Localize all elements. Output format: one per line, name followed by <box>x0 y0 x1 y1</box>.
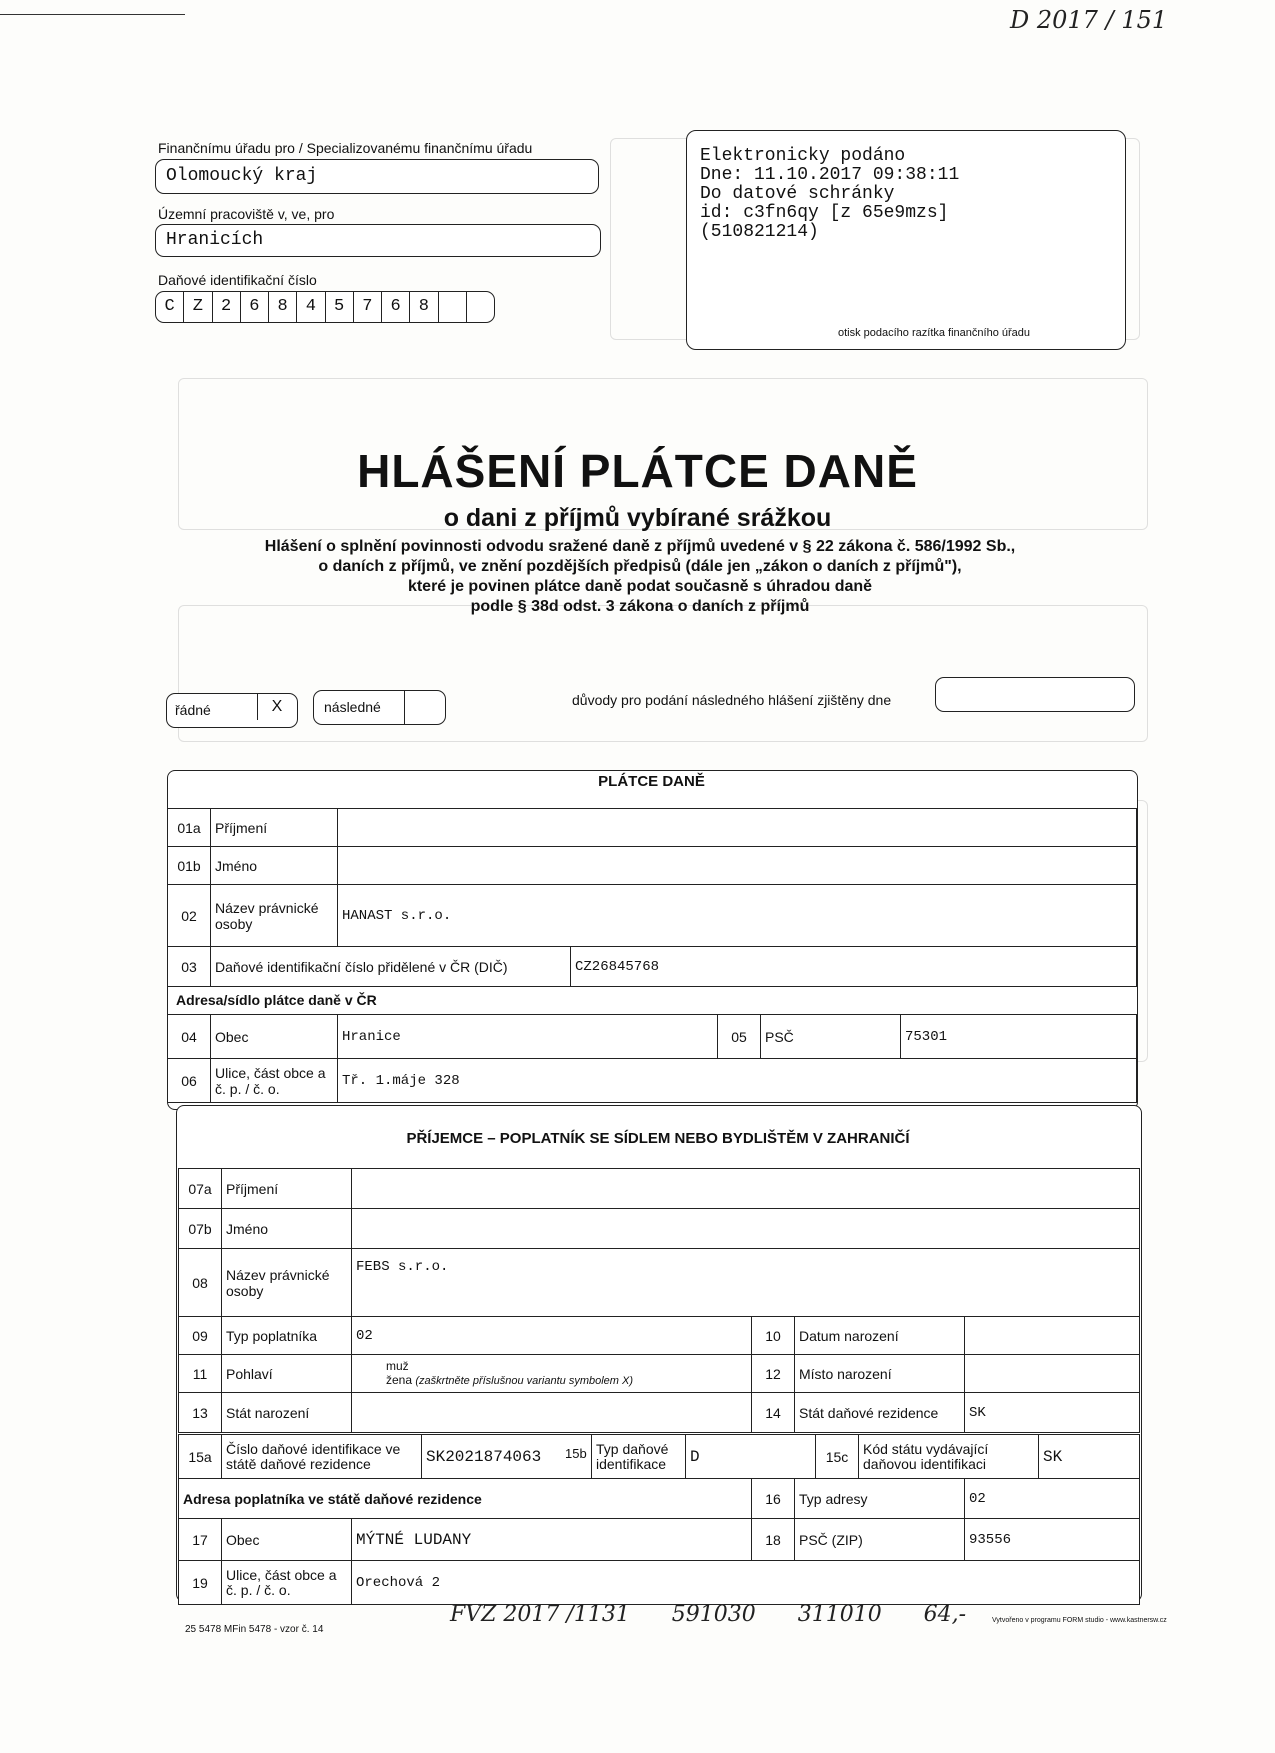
num-15c: 15c <box>816 1435 859 1479</box>
label-01a: Příjmení <box>211 809 338 847</box>
label-19: Ulice, část obce a č. p. / č. o. <box>222 1561 352 1605</box>
recipient-taxid-type-field[interactable]: D <box>686 1435 816 1479</box>
recipient-table-top <box>178 1168 1140 1317</box>
row-02 <box>168 885 1137 947</box>
num-15b: 15b <box>565 1446 587 1461</box>
software-credit: Vytvořeno v programu FORM studio - www.kastnersw.cz <box>992 1617 1167 1624</box>
recipient-birthdate-field[interactable] <box>965 1317 1140 1355</box>
recipient-city-field[interactable]: MÝTNÉ LUDANY <box>352 1519 752 1561</box>
label-18: PSČ (ZIP) <box>795 1519 965 1561</box>
regular-checkbox-group[interactable] <box>166 693 298 728</box>
form-code: 25 5478 MFin 5478 - vzor č. 14 <box>185 1624 324 1635</box>
payer-header: PLÁTCE DANĚ <box>598 773 705 790</box>
payer-firstname-field[interactable] <box>338 847 1137 885</box>
gender-male-option[interactable]: muž <box>386 1359 409 1373</box>
stamp-caption: otisk podacího razítka finančního úřadu <box>837 327 1030 339</box>
payer-dic-row <box>167 946 1137 987</box>
num-17: 17 <box>179 1519 222 1561</box>
recipient-birthcountry-field[interactable] <box>352 1393 752 1433</box>
recipient-taxid-country-field[interactable]: SK <box>1039 1435 1140 1479</box>
stamp-line5: (510821214) <box>700 222 819 242</box>
label-14: Stát daňové rezidence <box>795 1393 965 1433</box>
recipient-zip-field[interactable]: 93556 <box>965 1519 1140 1561</box>
num-01b: 01b <box>168 847 211 885</box>
recipient-table-mid <box>178 1316 1140 1433</box>
handwritten-reference: D 2017 / 151 <box>1010 6 1168 34</box>
label-10: Datum narození <box>795 1317 965 1355</box>
branch-value: Hranicích <box>166 230 264 250</box>
row-01a <box>168 809 1137 847</box>
dic-char-cell: 4 <box>297 292 325 322</box>
label-07b: Jméno <box>222 1209 352 1249</box>
num-16: 16 <box>752 1479 795 1519</box>
payer-address-table <box>167 1014 1137 1103</box>
recipient-residence-field[interactable]: SK <box>965 1393 1140 1433</box>
office-field[interactable] <box>155 159 599 194</box>
branch-label: Územní pracoviště v, ve, pro <box>158 206 335 222</box>
branch-field[interactable] <box>155 224 601 257</box>
num-12: 12 <box>752 1355 795 1393</box>
label-06: Ulice, část obce a č. p. / č. o. <box>211 1059 338 1103</box>
recipient-taxid-row <box>178 1434 1140 1479</box>
label-03: Daňové identifikační číslo přidělené v ČR (DIČ) <box>211 947 571 987</box>
filing-stamp <box>686 130 1126 350</box>
label-02: Název právnické osoby <box>211 885 338 947</box>
recipient-firstname-field[interactable] <box>352 1209 1140 1249</box>
dic-char-cell: 6 <box>241 292 269 322</box>
recipient-address-table <box>178 1478 1140 1605</box>
recipient-addrtype-field[interactable]: 02 <box>965 1479 1140 1519</box>
label-05: PSČ <box>761 1015 901 1059</box>
label-15c: Kód státu vydávající daňovou identifikaci <box>859 1435 1039 1479</box>
recipient-type-field[interactable]: 02 <box>352 1317 752 1355</box>
num-05: 05 <box>718 1015 761 1059</box>
reason-date-field[interactable] <box>935 677 1135 712</box>
num-11: 11 <box>179 1355 222 1393</box>
label-11: Pohlaví <box>222 1355 352 1393</box>
dic-field[interactable] <box>155 291 495 323</box>
num-15a: 15a <box>179 1435 222 1479</box>
dic-char-cell: 2 <box>213 292 241 322</box>
num-04: 04 <box>168 1015 211 1059</box>
dic-cells <box>156 292 494 322</box>
num-08: 08 <box>179 1249 222 1317</box>
stamp-line2: Dne: 11.10.2017 09:38:11 <box>700 165 960 185</box>
label-04: Obec <box>211 1015 338 1059</box>
desc-line1: Hlášení o splnění povinnosti odvodu sražené daně z příjmů uvedené v § 22 zákona č. 586/1992 Sb., <box>264 538 1016 555</box>
office-value: Olomoucký kraj <box>166 166 318 186</box>
gender-female-option[interactable]: žena <box>386 1373 413 1387</box>
recipient-birthplace-field[interactable] <box>965 1355 1140 1393</box>
dic-char-cell <box>439 292 467 322</box>
label-17: Obec <box>222 1519 352 1561</box>
dic-char-cell: C <box>156 292 184 322</box>
top-rule <box>0 14 185 15</box>
payer-street-field[interactable]: Tř. 1.máje 328 <box>338 1059 1137 1103</box>
form-title: HLÁŠENÍ PLÁTCE DANĚ <box>357 445 918 497</box>
num-03: 03 <box>168 947 211 987</box>
num-13: 13 <box>179 1393 222 1433</box>
payer-dic-field[interactable]: CZ26845768 <box>571 947 1137 987</box>
regular-label: řádné <box>175 702 211 718</box>
handwritten-footer: FVZ 2017 /1131 591030 311010 64,- <box>450 1602 967 1627</box>
regular-mark: X <box>257 694 296 720</box>
num-07a: 07a <box>179 1169 222 1209</box>
desc-line2: o daních z příjmů, ve znění pozdějších předpisů (dále jen „zákon o daních z příjmů"), <box>318 558 962 575</box>
dic-char-cell: Z <box>184 292 212 322</box>
label-01b: Jméno <box>211 847 338 885</box>
num-10: 10 <box>752 1317 795 1355</box>
dic-char-cell: 6 <box>382 292 410 322</box>
form-subtitle: o dani z příjmů vybírané srážkou <box>443 504 832 532</box>
followup-mark <box>404 691 445 724</box>
payer-address-header: Adresa/sídlo plátce daně v ČR <box>176 992 377 1008</box>
payer-surname-field[interactable] <box>338 809 1137 847</box>
payer-company-field[interactable]: HANAST s.r.o. <box>338 885 1137 947</box>
recipient-surname-field[interactable] <box>352 1169 1140 1209</box>
desc-line4: podle § 38d odst. 3 zákona o daních z příjmů <box>470 598 810 615</box>
label-12: Místo narození <box>795 1355 965 1393</box>
form-description <box>160 537 1120 617</box>
num-07b: 07b <box>179 1209 222 1249</box>
stamp-line1: Elektronicky podáno <box>700 146 906 166</box>
dic-char-cell <box>467 292 494 322</box>
dic-label: Daňové identifikační číslo <box>158 272 317 288</box>
dic-char-cell: 7 <box>354 292 382 322</box>
label-15a: Číslo daňové identifikace ve státě daňové rezidence <box>222 1435 422 1479</box>
num-01a: 01a <box>168 809 211 847</box>
dic-char-cell: 8 <box>410 292 438 322</box>
payer-zip-field[interactable]: 75301 <box>901 1015 1137 1059</box>
recipient-header: PŘÍJEMCE – POPLATNÍK SE SÍDLEM NEBO BYDLIŠTĚM V ZAHRANIČÍ <box>406 1130 910 1147</box>
label-08: Název právnické osoby <box>222 1249 352 1317</box>
num-02: 02 <box>168 885 211 947</box>
row-01b <box>168 847 1137 885</box>
num-19: 19 <box>179 1561 222 1605</box>
payer-city-field[interactable]: Hranice <box>338 1015 718 1059</box>
label-16: Typ adresy <box>795 1479 965 1519</box>
recipient-gender-field[interactable] <box>352 1355 752 1393</box>
recipient-taxid-field[interactable]: SK2021874063 <box>422 1435 592 1479</box>
recipient-street-field[interactable]: Orechová 2 <box>352 1561 1140 1605</box>
office-label: Finančnímu úřadu pro / Specializovanému finančnímu úřadu <box>158 140 533 156</box>
num-06: 06 <box>168 1059 211 1103</box>
dic-char-cell: 5 <box>326 292 354 322</box>
reason-label: důvody pro podání následného hlášení zjištěny dne <box>572 692 892 708</box>
payer-table <box>167 808 1137 947</box>
label-07a: Příjmení <box>222 1169 352 1209</box>
gender-hint: (zaškrtněte příslušnou variantu symbolem X) <box>415 1375 634 1387</box>
num-18: 18 <box>752 1519 795 1561</box>
num-09: 09 <box>179 1317 222 1355</box>
recipient-address-header: Adresa poplatníka ve státě daňové rezidence <box>179 1479 752 1519</box>
label-15b: Typ daňové identifikace <box>592 1435 686 1479</box>
desc-line3: které je povinen plátce daně podat současně s úhradou daně <box>407 578 873 595</box>
dic-char-cell: 8 <box>269 292 297 322</box>
followup-label: následné <box>324 699 381 715</box>
followup-checkbox-group[interactable] <box>313 690 446 725</box>
stamp-line4: id: c3fn6qy [z 65e9mzs] <box>700 203 949 223</box>
stamp-line3: Do datové schránky <box>700 184 895 204</box>
recipient-company-field[interactable]: FEBS s.r.o. <box>352 1249 1140 1317</box>
label-13: Stát narození <box>222 1393 352 1433</box>
label-09: Typ poplatníka <box>222 1317 352 1355</box>
num-14: 14 <box>752 1393 795 1433</box>
